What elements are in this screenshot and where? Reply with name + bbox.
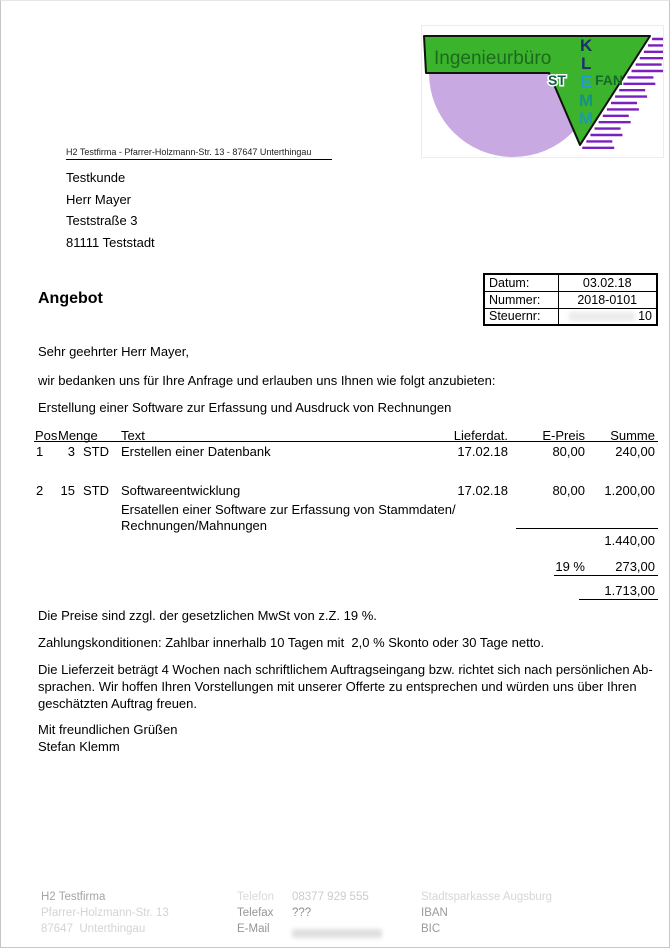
steuernr-value — [558, 308, 657, 325]
footer-company-street: Pfarrer-Holzmann-Str. 13 — [41, 907, 169, 919]
subject-text: Erstellung einer Software zur Erfassung und Ausdruck von Rechnungen — [38, 400, 452, 415]
logo-name-fan: FAN — [595, 72, 623, 88]
recipient-address — [66, 167, 155, 253]
recipient-line: Teststraße 3 — [66, 213, 138, 228]
item-description-line: Ersatellen einer Software zur Erfassung von Stammdaten/ — [121, 502, 456, 517]
logo-letter-k: K — [580, 36, 593, 55]
steuernr-label: Steuernr: — [484, 308, 558, 325]
salutation-text: Sehr geehrter Herr Mayer, — [38, 344, 190, 359]
item-summe: 1.200,00 — [604, 483, 655, 498]
footer-email-label: E-Mail — [237, 923, 270, 935]
col-header-menge: Menge — [58, 428, 98, 443]
col-header-text: Text — [121, 428, 145, 443]
item-text: Softwareentwicklung — [121, 483, 241, 498]
item-einheit: STD — [83, 444, 109, 459]
footer-bic-label: BIC — [421, 923, 441, 935]
intro-text: wir bedanken uns für Ihre Anfrage und erlauben uns Ihnen wie folgt anzubieten: — [38, 373, 496, 388]
col-header-epreis: E-Preis — [542, 428, 585, 443]
delivery-note-line: Die Lieferzeit beträgt 4 Wochen nach schriftlichem Auftragseingang bzw. richtet sich nach persönlichen Ab- — [38, 662, 653, 677]
delivery-note-line: geschätzten Auftrag freuen. — [38, 696, 197, 711]
item-lieferdat: 17.02.18 — [457, 444, 508, 459]
footer-fax-value: ??? — [292, 907, 312, 919]
footer-iban-label: IBAN — [421, 907, 448, 919]
info-row-steuernr — [484, 308, 657, 325]
item-summe: 240,00 — [615, 444, 655, 459]
footer-bank-name: Stadtsparkasse Augsburg — [421, 891, 553, 903]
logo-letter-e: E — [580, 72, 593, 92]
logo-letter-m1: M — [579, 91, 594, 110]
delivery-note — [38, 661, 653, 712]
col-header-pos: Pos — [35, 428, 58, 443]
document-info-table — [483, 273, 658, 326]
recipient-line: Herr Mayer — [66, 191, 132, 207]
datum-value: 03.02.18 — [558, 274, 657, 291]
recipient-line: Testkunde — [66, 170, 126, 185]
item-menge: 15 — [60, 483, 75, 498]
item-epreis: 80,00 — [552, 483, 585, 498]
footer-phone-label: Telefon — [237, 891, 275, 903]
col-header-summe: Summe — [610, 428, 655, 443]
item-text: Erstellen einer Datenbank — [121, 444, 271, 459]
item-description-line: Rechnungen/Mahnungen — [121, 518, 268, 533]
item-lieferdat: 17.02.18 — [457, 483, 508, 498]
datum-label: Datum: — [484, 274, 558, 291]
totals-rule-middle — [554, 575, 658, 576]
info-row-nummer — [484, 291, 657, 308]
net-total-value: 1.440,00 — [604, 533, 655, 548]
logo-name-st: ST — [548, 72, 566, 88]
item-epreis: 80,00 — [552, 444, 585, 459]
footer-email-redacted-smudge — [292, 925, 382, 943]
closing-greeting: Mit freundlichen Grüßen — [38, 722, 178, 737]
item-pos: 1 — [36, 444, 44, 459]
page-title: Angebot — [38, 290, 103, 307]
logo-letter-l: L — [581, 54, 592, 73]
sender-return-address: H2 Testfirma - Pfarrer-Holzmann-Str. 13 - 87647 Unterthingau — [66, 147, 332, 160]
payment-terms-note: Zahlungskonditionen: Zahlbar innerhalb 10 Tagen mit 2,0 % Skonto oder 30 Tage netto. — [38, 635, 545, 650]
footer-company-name: H2 Testfirma — [41, 891, 106, 903]
klemm-logo-icon — [422, 26, 663, 157]
grand-total-value: 1.713,00 — [604, 583, 655, 598]
steuernr-redacted-smudge — [569, 312, 635, 321]
company-logo — [421, 25, 664, 158]
closing-block — [38, 722, 177, 755]
footer-company-city: 87647 Unterthingau — [41, 923, 146, 935]
signature-name: Stefan Klemm — [38, 738, 120, 754]
logo-office-label: Ingenieurbüro — [434, 48, 552, 69]
col-header-lieferdat: Lieferdat. — [453, 428, 508, 443]
item-pos: 2 — [36, 483, 44, 498]
footer-phone-value: 08377 929 555 — [292, 891, 369, 903]
item-einheit: STD — [83, 483, 109, 498]
vat-amount: 273,00 — [615, 559, 655, 574]
nummer-label: Nummer: — [484, 291, 558, 308]
nummer-value: 2018-0101 — [558, 291, 657, 308]
vat-rate: 19 % — [555, 559, 585, 574]
totals-rule-bottom — [579, 599, 658, 600]
vat-note: Die Preise sind zzgl. der gesetzlichen MwSt von z.Z. 19 %. — [38, 608, 377, 623]
info-row-datum — [484, 274, 657, 291]
footer-fax-label: Telefax — [237, 907, 274, 919]
totals-rule-top — [516, 528, 658, 529]
recipient-line: 81111 Teststadt — [66, 234, 155, 250]
logo-letter-m2: M — [579, 109, 594, 128]
steuernr-visible-digits: 10 — [638, 309, 652, 324]
delivery-note-line: sprachen. Wir hoffen Ihren Vorstellungen mit unserer Offerte zu entsprechen und würden uns über Ihren — [38, 679, 637, 694]
item-menge: 3 — [67, 444, 75, 459]
